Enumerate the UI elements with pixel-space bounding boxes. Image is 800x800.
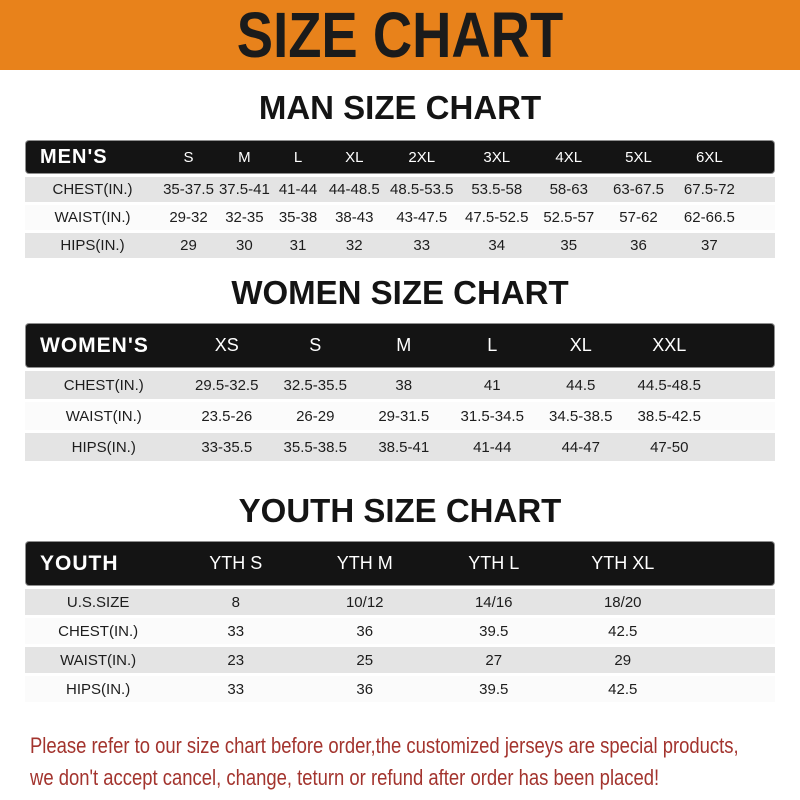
column-header: M [360,323,449,368]
size-cell: 36 [603,230,673,258]
size-cell: 14/16 [429,586,558,615]
header-spacer [714,323,776,368]
header-spacer [745,140,775,174]
size-cell: 48.5-53.5 [384,174,459,202]
column-header: S [160,140,217,174]
size-cell: 62-66.5 [674,202,745,230]
table-row [25,673,775,702]
table-corner-label: MEN'S [25,140,160,174]
size-cell: 35-38 [272,202,325,230]
column-header: YTH XL [558,541,687,586]
size-cell: 33 [171,673,300,702]
row-spacer [687,673,775,702]
row-label: WAIST(IN.) [25,399,183,430]
size-cell: 31.5-34.5 [448,399,537,430]
size-cell: 41-44 [448,430,537,461]
table-row [25,399,775,430]
column-header: L [272,140,325,174]
table-row [25,202,775,230]
size-cell: 33 [384,230,459,258]
disclaimer-line-2: we don't accept cancel, change, teturn or refund after order has been placed! [30,765,660,790]
section-heading: WOMEN SIZE CHART [231,274,569,311]
column-header: 4XL [534,140,603,174]
disclaimer-line-1: Please refer to our size chart before order,the customized jerseys are special products, [30,733,739,758]
size-cell: 41 [448,368,537,399]
banner [0,0,800,70]
table-corner-label: WOMEN'S [25,323,183,368]
table-corner-label: YOUTH [25,541,171,586]
column-header: XL [324,140,384,174]
size-cell: 29-32 [160,202,217,230]
size-cell: 44.5 [537,368,626,399]
youth-size-table [25,541,775,702]
size-cell: 29 [558,644,687,673]
size-cell: 43-47.5 [384,202,459,230]
section-heading: YOUTH SIZE CHART [238,492,562,529]
size-cell: 47.5-52.5 [459,202,534,230]
row-label: CHEST(IN.) [25,174,160,202]
size-cell: 33-35.5 [183,430,272,461]
column-header: 2XL [384,140,459,174]
header-spacer [687,541,775,586]
row-label: HIPS(IN.) [25,230,160,258]
size-cell: 31 [272,230,325,258]
row-label: WAIST(IN.) [25,644,171,673]
column-header: 3XL [459,140,534,174]
size-cell: 57-62 [603,202,673,230]
row-spacer [687,644,775,673]
size-cell: 23.5-26 [183,399,272,430]
size-cell: 29 [160,230,217,258]
row-spacer [714,399,776,430]
table-row [25,586,775,615]
size-cell: 58-63 [534,174,603,202]
row-spacer [745,230,775,258]
size-chart-section [0,273,800,461]
size-cell: 27 [429,644,558,673]
size-cell: 44.5-48.5 [625,368,714,399]
table-header-row [25,541,775,586]
row-spacer [714,368,776,399]
size-cell: 10/12 [300,586,429,615]
size-cell: 42.5 [558,673,687,702]
size-cell: 63-67.5 [603,174,673,202]
column-header: YTH L [429,541,558,586]
size-cell: 44-48.5 [324,174,384,202]
size-cell: 8 [171,586,300,615]
size-cell: 38.5-42.5 [625,399,714,430]
row-spacer [745,202,775,230]
column-header: XXL [625,323,714,368]
size-cell: 32-35 [217,202,272,230]
size-cell: 35.5-38.5 [271,430,360,461]
row-label: CHEST(IN.) [25,615,171,644]
column-header: XS [183,323,272,368]
banner-title: SIZE CHART [236,0,564,71]
row-spacer [687,586,775,615]
size-cell: 37 [674,230,745,258]
size-chart-section [0,491,800,702]
size-cell: 33 [171,615,300,644]
table-row [25,230,775,258]
column-header: 5XL [603,140,673,174]
row-label: WAIST(IN.) [25,202,160,230]
row-spacer [687,615,775,644]
size-cell: 32.5-35.5 [271,368,360,399]
size-cell: 35 [534,230,603,258]
size-cell: 32 [324,230,384,258]
size-cell: 44-47 [537,430,626,461]
table-header-row [25,140,775,174]
disclaimer [30,730,739,794]
size-cell: 37.5-41 [217,174,272,202]
table-row [25,174,775,202]
size-cell: 34 [459,230,534,258]
row-label: U.S.SIZE [25,586,171,615]
size-cell: 53.5-58 [459,174,534,202]
size-cell: 47-50 [625,430,714,461]
size-cell: 29-31.5 [360,399,449,430]
size-cell: 25 [300,644,429,673]
table-row [25,430,775,461]
womens-size-table [25,323,775,461]
size-chart-section [0,88,800,258]
size-cell: 38.5-41 [360,430,449,461]
size-cell: 36 [300,615,429,644]
size-cell: 30 [217,230,272,258]
size-cell: 38-43 [324,202,384,230]
column-header: YTH S [171,541,300,586]
size-cell: 38 [360,368,449,399]
size-cell: 41-44 [272,174,325,202]
column-header: L [448,323,537,368]
size-chart-sections [0,88,800,702]
row-label: HIPS(IN.) [25,673,171,702]
table-row [25,368,775,399]
size-cell: 52.5-57 [534,202,603,230]
row-spacer [714,430,776,461]
size-cell: 42.5 [558,615,687,644]
table-row [25,615,775,644]
mens-size-table [25,140,775,258]
column-header: 6XL [674,140,745,174]
size-cell: 39.5 [429,615,558,644]
table-header-row [25,323,775,368]
size-cell: 35-37.5 [160,174,217,202]
size-cell: 26-29 [271,399,360,430]
size-cell: 34.5-38.5 [537,399,626,430]
row-label: HIPS(IN.) [25,430,183,461]
section-heading: MAN SIZE CHART [258,89,542,126]
size-cell: 39.5 [429,673,558,702]
table-row [25,644,775,673]
column-header: XL [537,323,626,368]
size-cell: 36 [300,673,429,702]
size-cell: 18/20 [558,586,687,615]
row-spacer [745,174,775,202]
size-cell: 67.5-72 [674,174,745,202]
column-header: YTH M [300,541,429,586]
column-header: M [217,140,272,174]
column-header: S [271,323,360,368]
row-label: CHEST(IN.) [25,368,183,399]
size-cell: 23 [171,644,300,673]
size-cell: 29.5-32.5 [183,368,272,399]
